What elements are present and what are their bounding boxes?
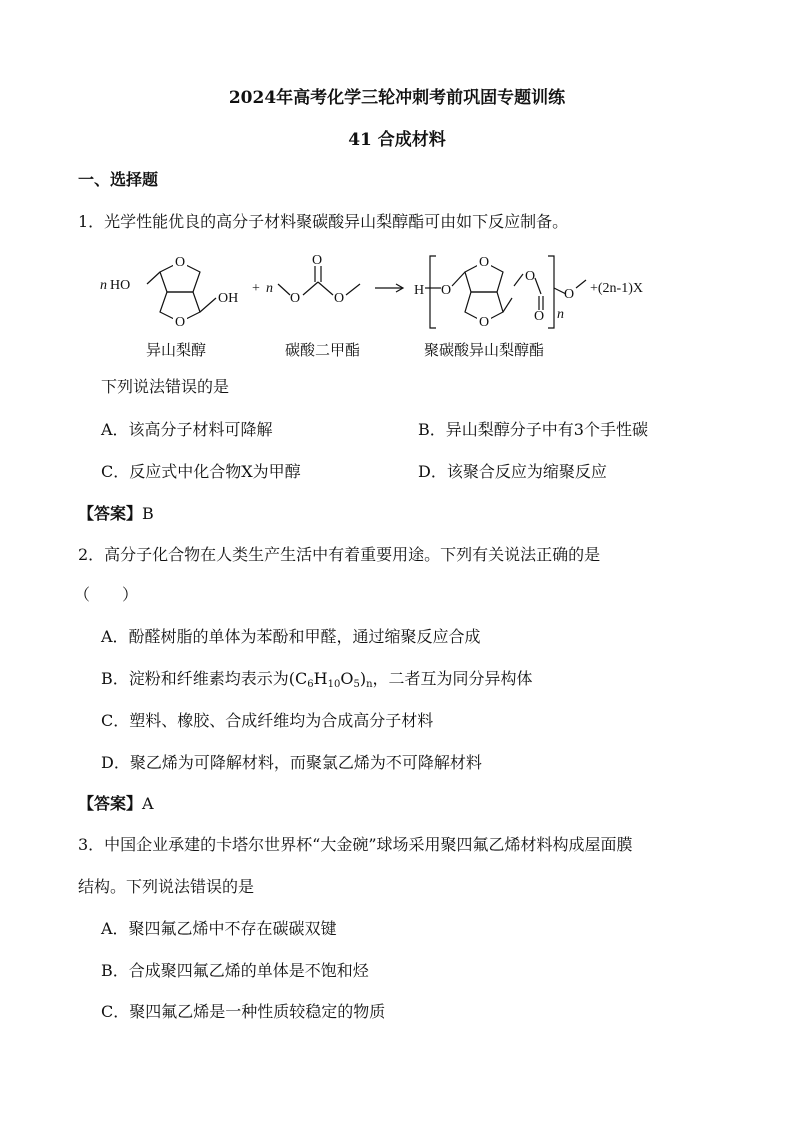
svg-text:O: O	[534, 309, 545, 324]
q1-option-a: A．该高分子材料可降解	[101, 420, 273, 439]
q1-answer: 【答案】B	[78, 504, 154, 523]
document-subtitle: 41 合成材料	[348, 130, 446, 150]
isosorbide-structure	[147, 262, 216, 322]
svg-text:O: O	[441, 283, 452, 298]
q3-option-b: B．合成聚四氟乙烯的单体是不饱和烃	[101, 961, 369, 980]
caption-polymer: 聚碳酸异山梨醇酯	[424, 341, 545, 359]
svg-text:O: O	[479, 255, 490, 270]
q2-paren: （ ）	[74, 585, 139, 604]
q3-option-c: C．聚四氟乙烯是一种性质较稳定的物质	[101, 1002, 386, 1021]
section-heading: 一、选择题	[78, 170, 159, 189]
caption-isosorbide: 异山梨醇	[146, 341, 207, 359]
svg-text:O: O	[312, 253, 323, 268]
q2-stem: 2．高分子化合物在人类生产生活中有着重要用途。下列有关说法正确的是	[78, 545, 601, 564]
q2-option-a: A．酚醛树脂的单体为苯酚和甲醛，通过缩聚反应合成	[101, 627, 481, 646]
svg-text:O: O	[290, 291, 301, 306]
svg-text:O: O	[479, 315, 490, 330]
svg-text:O: O	[525, 269, 536, 284]
q2-option-c: C．塑料、橡胶、合成纤维均为合成高分子材料	[101, 711, 434, 730]
ring-oxygen-bottom: O	[175, 315, 186, 330]
q2-option-d: D．聚乙烯为可降解材料，而聚氯乙烯为不可降解材料	[101, 753, 482, 772]
coef-n-2: n	[266, 281, 273, 296]
reaction-scheme	[0, 250, 794, 350]
q2-option-b: B．淀粉和纤维素均表示为$(C_6H_{10}O_5)_n$，二者互为同分异构体	[101, 669, 533, 690]
svg-text:O: O	[334, 291, 345, 306]
document-title: 2024年高考化学三轮冲刺考前巩固专题训练	[228, 88, 566, 108]
oh-label: OH	[218, 291, 239, 306]
q1-prompt: 下列说法错误的是	[101, 377, 230, 396]
ho-label: HO	[110, 278, 131, 293]
coef-n: n	[100, 278, 107, 293]
caption-dimethyl-carbonate: 碳酸二甲酯	[285, 341, 361, 359]
repeat-n: n	[557, 307, 564, 322]
plus-sign: +	[252, 281, 260, 296]
q3-stem-line2: 结构。下列说法错误的是	[78, 877, 255, 896]
q2-answer: 【答案】A	[78, 794, 154, 813]
q3-stem-line1: 3．中国企业承建的卡塔尔世界杯“大金碗”球场采用聚四氟乙烯材料构成屋面膜	[78, 835, 633, 854]
q1-option-b: B．异山梨醇分子中有3个手性碳	[418, 420, 648, 439]
h-end: H	[414, 283, 425, 298]
q1-stem: 1．光学性能优良的高分子材料聚碳酸异山梨醇酯可由如下反应制备。	[78, 212, 569, 231]
byproduct: +(2n-1)X	[590, 281, 643, 296]
reaction-arrow	[375, 284, 403, 292]
q3-option-a: A．聚四氟乙烯中不存在碳碳双键	[101, 919, 337, 938]
q1-option-d: D．该聚合反应为缩聚反应	[418, 462, 607, 481]
ring-oxygen-top: O	[175, 255, 186, 270]
q1-option-c: C．反应式中化合物X为甲醇	[101, 462, 301, 481]
svg-text:O: O	[564, 287, 575, 302]
